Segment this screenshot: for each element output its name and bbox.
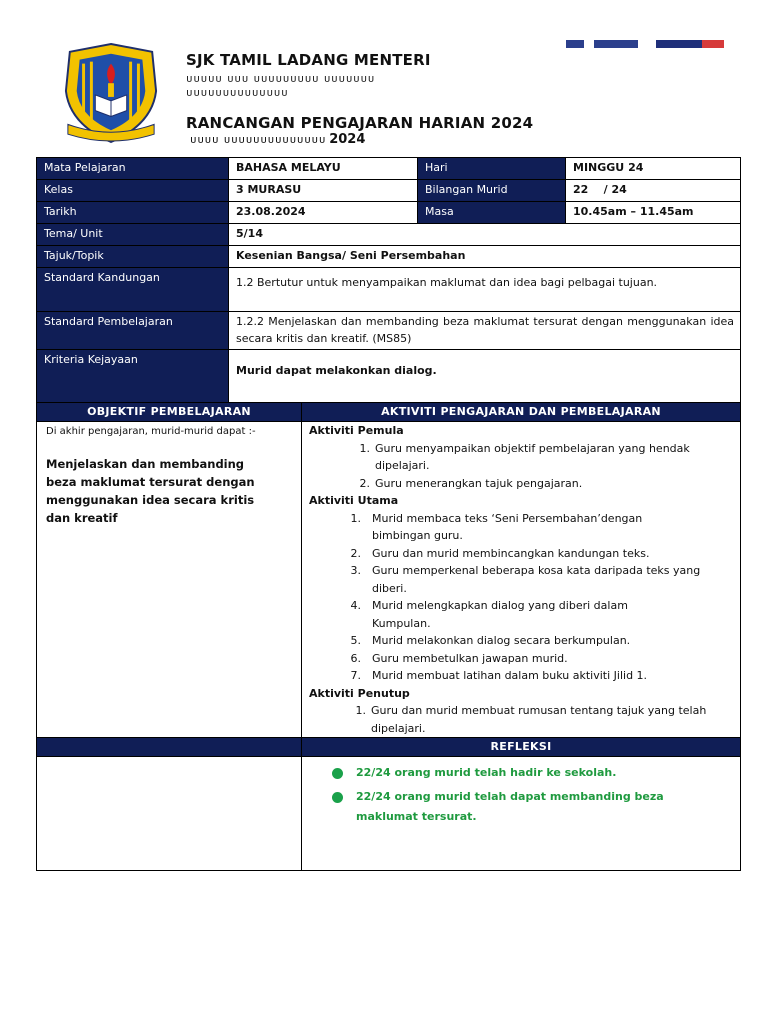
aktiviti-pemula-list [309,440,730,493]
label-tema-unit: Tema/ Unit [37,224,229,246]
document-title-tamil-text: ᴜᴜᴜᴜ ᴜᴜᴜᴜᴜᴜᴜᴜᴜᴜᴜᴜᴜᴜ [190,133,327,146]
value-tema-unit: 5/14 [229,224,741,246]
aktiviti-pemula-title: Aktiviti Pemula [309,424,404,437]
school-crest-logo [62,42,160,144]
aktiviti-utama-list [309,510,730,685]
refleksi-item: 22/24 orang murid telah dapat membanding beza maklumat tersurat. [332,787,730,827]
lesson-info-table [36,157,741,405]
value-standard-pembelajaran: 1.2.2 Menjelaskan dan membanding beza maklumat tersurat dengan menggunakan idea secara kritis dan kreatif. (MS85) [229,312,741,350]
value-masa: 10.45am – 11.45am [566,202,741,224]
refleksi-cell [302,757,741,871]
refleksi-heading: REFLEKSI [302,738,741,757]
aktiviti-penutup-title: Aktiviti Penutup [309,686,410,700]
list-item: 2. Guru menerangkan tajuk pengajaran. [359,476,583,490]
value-kriteria-kejayaan: Murid dapat melakonkan dialog. [229,350,741,405]
list-item: 1. Murid membaca teks ‘Seni Persembahan’dengan bimbingan guru. [350,511,643,542]
objektif-main: Menjelaskan dan membanding beza maklumat tersurat dengan menggunakan idea secara kritis dan kreatif [46,457,255,525]
aktiviti-utama-title: Aktiviti Utama [309,494,399,507]
label-mata-pelajaran: Mata Pelajaran [37,158,229,180]
label-tajuk-topik: Tajuk/Topik [37,246,229,268]
refleksi-item: 22/24 orang murid telah hadir ke sekolah. [332,763,730,783]
top-right-banner-decoration [558,40,724,48]
refleksi-empty-cell [37,757,302,871]
aktiviti-heading: AKTIVITI PENGAJARAN DAN PEMBELAJARAN [302,403,741,422]
value-hari: MINGGU 24 [566,158,741,180]
label-masa: Masa [418,202,566,224]
value-standard-kandungan: 1.2 Bertutur untuk menyampaikan maklumat dan idea bagi pelbagai tujuan. [229,268,741,312]
label-standard-pembelajaran: Standard Pembelajaran [37,312,229,350]
bullet-icon [332,768,343,779]
list-item: 1. Guru dan murid membuat rumusan tentang tajuk yang telah dipelajari. [355,704,707,735]
list-item: 4. Murid melengkapkan dialog yang diberi dalam Kumpulan. [350,599,628,630]
label-tarikh: Tarikh [37,202,229,224]
aktiviti-penutup-list [309,702,730,737]
label-standard-kandungan: Standard Kandungan [37,268,229,312]
lesson-activities-table [36,402,741,871]
value-kelas: 3 MURASU [229,180,418,202]
bullet-icon [332,792,343,803]
list-item: 6. Guru membetulkan jawapan murid. [350,651,568,665]
objektif-intro: Di akhir pengajaran, murid-murid dapat :- [46,426,256,437]
list-item: 5. Murid melakonkan dialog secara berkumpulan. [350,634,631,647]
refleksi-left-bar [37,738,302,757]
value-mata-pelajaran: BAHASA MELAYU [229,158,418,180]
school-name-tamil: ᴜᴜᴜᴜᴜ ᴜᴜᴜ ᴜᴜᴜᴜᴜᴜᴜᴜᴜ ᴜᴜᴜᴜᴜᴜᴜ [186,72,376,85]
label-kriteria-kejayaan: Kriteria Kejayaan [37,350,229,405]
value-tarikh: 23.08.2024 [229,202,418,224]
objektif-heading: OBJEKTIF PEMBELAJARAN [37,403,302,422]
label-kelas: Kelas [37,180,229,202]
aktiviti-cell [302,422,741,738]
value-bilangan-murid: 22 / 24 [566,180,741,202]
value-tajuk-topik: Kesenian Bangsa/ Seni Persembahan [229,246,741,268]
list-item: 3. Guru memperkenal beberapa kosa kata daripada teks yang diberi. [350,564,701,595]
list-item: 7. Murid membuat latihan dalam buku aktiviti Jilid 1. [350,669,648,682]
document-title-tamil [190,132,365,147]
label-bilangan-murid: Bilangan Murid [418,180,566,202]
school-name-tamil-line2: ᴜᴜᴜᴜᴜᴜᴜᴜᴜᴜᴜᴜᴜᴜ [186,86,289,99]
document-title: RANCANGAN PENGAJARAN HARIAN 2024 [186,114,534,132]
objektif-cell [37,422,302,738]
document-year: 2024 [329,132,366,147]
school-name: SJK TAMIL LADANG MENTERI [186,51,431,69]
list-item: 2. Guru dan murid membincangkan kandungan teks. [350,546,650,560]
label-hari: Hari [418,158,566,180]
list-item: 1. Guru menyampaikan objektif pembelajaran yang hendak dipelajari. [359,441,690,472]
